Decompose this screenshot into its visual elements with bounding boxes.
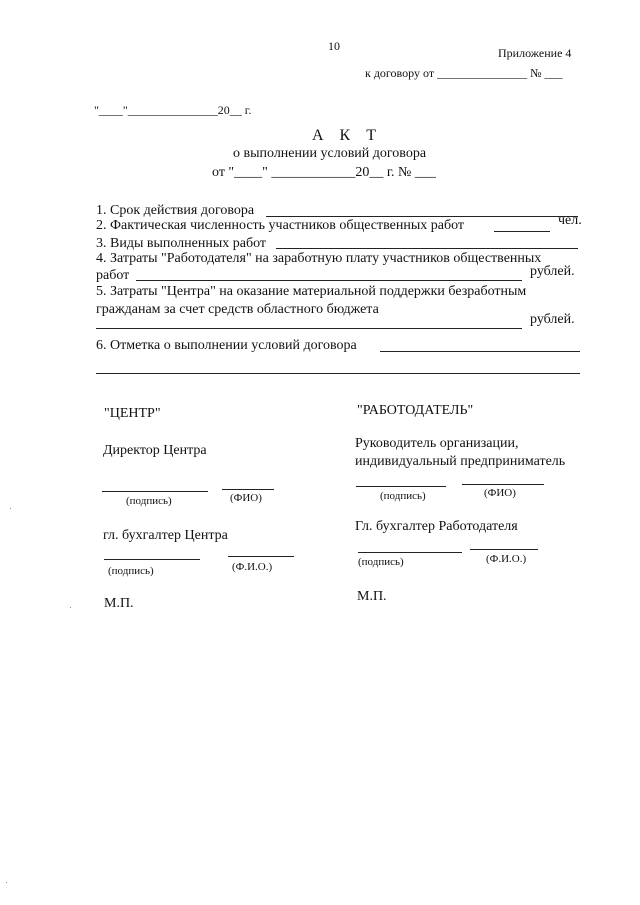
item-4-works: работ — [96, 268, 130, 283]
employer-stamp-mark: М.П. — [357, 589, 387, 604]
center-accountant-name-caption: (Ф.И.О.) — [232, 561, 273, 573]
item-5-center-costs: 5. Затраты "Центра" на оказание материальной поддержки безработным — [96, 284, 527, 299]
employer-head-name-caption: (ФИО) — [484, 487, 516, 499]
center-director-signature-line — [102, 491, 208, 492]
item-5-citizens: гражданам за счет средств областного бюджета — [96, 302, 379, 317]
item-4-fill-line — [136, 280, 522, 281]
center-stamp-mark: М.П. — [104, 596, 134, 611]
item-3-fill-line — [276, 248, 578, 249]
employer-accountant-signature-line — [358, 552, 462, 553]
item-4-unit: рублей. — [530, 264, 575, 279]
contract-reference: к договору от _______________ № ___ — [365, 66, 563, 80]
act-date-number: от "____" ____________20__ г. № ___ — [212, 165, 436, 180]
item-6-fill-line — [380, 351, 580, 352]
act-subtitle: о выполнении условий договора — [233, 146, 427, 161]
item-6-fill-line-2 — [96, 373, 580, 374]
appendix-label: Приложение 4 — [498, 46, 572, 60]
employer-head-label-1: Руководитель организации, — [355, 436, 519, 451]
employer-head-name-line — [462, 484, 544, 485]
item-2-headcount: 2. Фактическая численность участников общественных работ — [96, 218, 465, 233]
center-director-name-line — [222, 489, 274, 490]
employer-accountant-name-caption: (Ф.И.О.) — [486, 553, 527, 565]
employer-head-signature-line — [356, 486, 446, 487]
item-4-employer-costs: 4. Затраты "Работодателя" на заработную плату участников общественных — [96, 251, 542, 266]
center-accountant-signature-line — [104, 559, 200, 560]
employer-accountant-label: Гл. бухгалтер Работодателя — [355, 519, 518, 534]
item-6-fulfillment-note: 6. Отметка о выполнении условий договора — [96, 338, 357, 353]
item-5-unit: рублей. — [530, 312, 575, 327]
page-number: 10 — [328, 39, 340, 53]
scan-speck — [10, 508, 11, 509]
center-director-label: Директор Центра — [103, 443, 207, 458]
scan-speck — [6, 882, 7, 883]
employer-head-label-2: индивидуальный предприниматель — [355, 454, 566, 469]
item-1-term: 1. Срок действия договора — [96, 203, 255, 218]
employer-head-signature-caption: (подпись) — [380, 490, 426, 502]
center-director-signature-caption: (подпись) — [126, 495, 172, 507]
document-date-line: "____"_______________20__ г. — [94, 103, 252, 117]
employer-accountant-name-line — [470, 549, 538, 550]
act-title: А К Т — [312, 127, 382, 144]
employer-accountant-signature-caption: (подпись) — [358, 556, 404, 568]
item-1-fill-line — [266, 216, 578, 217]
item-2-fill-line — [494, 231, 550, 232]
center-director-name-caption: (ФИО) — [230, 492, 262, 504]
center-accountant-label: гл. бухгалтер Центра — [103, 528, 228, 543]
scan-speck — [70, 607, 71, 608]
item-5-fill-line — [96, 328, 522, 329]
employer-party-title: "РАБОТОДАТЕЛЬ" — [357, 403, 474, 418]
center-accountant-signature-caption: (подпись) — [108, 565, 154, 577]
center-party-title: "ЦЕНТР" — [104, 406, 161, 421]
item-2-unit: чел. — [558, 213, 582, 228]
center-accountant-name-line — [228, 556, 294, 557]
item-3-work-types: 3. Виды выполненных работ — [96, 236, 267, 251]
